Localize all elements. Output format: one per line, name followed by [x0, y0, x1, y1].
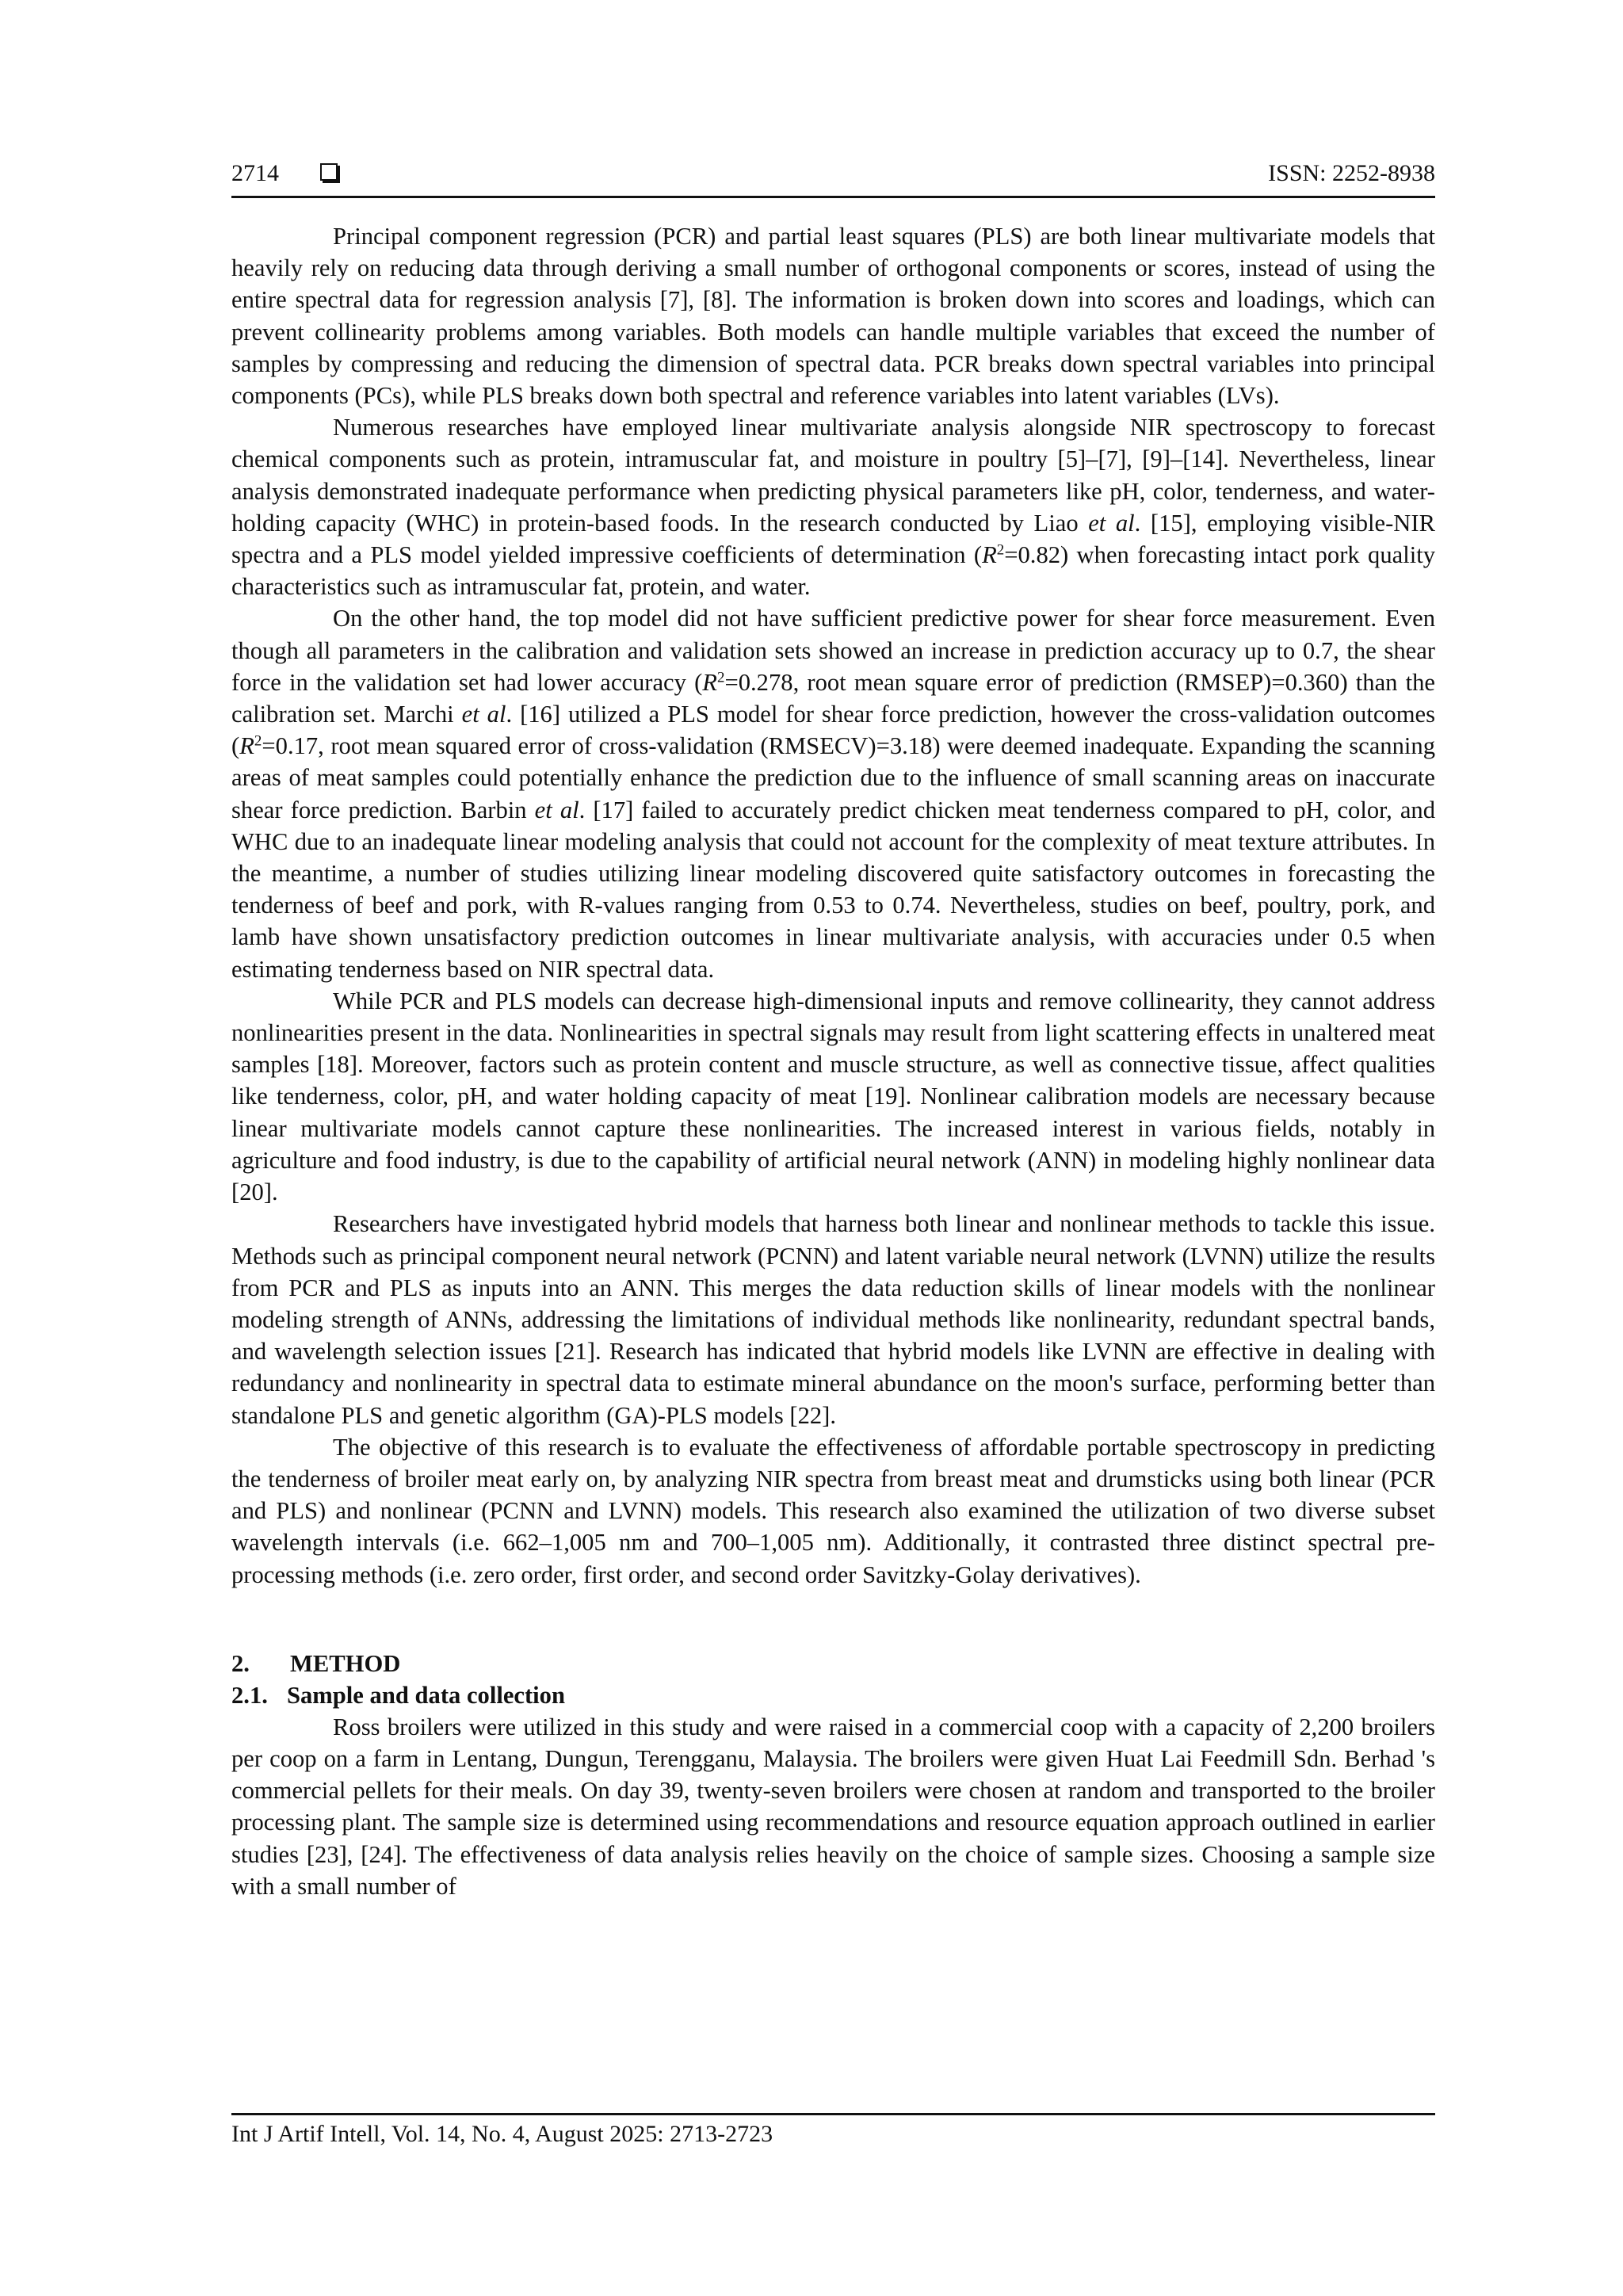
section-number: 2. — [231, 1649, 250, 1677]
paragraph-text: =0.82) when forecasting intact pork quality characteristics such as intramuscular fat, protein, and water. — [231, 541, 1435, 601]
page-header — [231, 155, 1435, 192]
paragraph-nonlinearity — [231, 985, 1435, 1208]
et-al-italic: et al — [534, 796, 579, 823]
et-al-italic: et al — [461, 701, 506, 728]
subsection-heading — [231, 1679, 1435, 1711]
paragraph-text: Ross broilers were utilized in this study and were raised in a commercial coop with a capacity of 2,200 broilers per coop on a farm in Lentang, Dungun, Terengganu, Malaysia. The broilers were given Huat Lai Feedmill Sdn. Berhad 's commercial pellets for their meals. On day 39, twenty-seven broilers were chosen at random and transported to the broiler processing plant. The sample size is determined using recommendations and resource equation approach outlined in earlier studies [23], [24]. The effectiveness of data analysis relies heavily on the choice of sample sizes. Choosing a sample size with a small number of — [231, 1713, 1435, 1900]
header-rule — [231, 196, 1435, 198]
r-squared-exponent: 2 — [717, 669, 725, 686]
article-body — [231, 220, 1435, 1902]
paragraph-text: . [16] utilized a PLS model for shear force prediction, however the cross-validation outcomes ( — [231, 701, 1435, 760]
paragraph-text: The objective of this research is to evaluate the effectiveness of affordable portable spectroscopy in predicting the tenderness of broiler meat early on, by analyzing NIR spectra from breast meat and drumsticks using both linear (PCR and PLS) and nonlinear (PCNN and LVNN) models. This research also examined the utilization of two diverse subset wavelength intervals (i.e. 662–1,005 nm and 700–1,005 nm). Additionally, it contrasted three distinct spectral pre-processing methods (i.e. zero order, first order, and second order Savitzky-Golay derivatives). — [231, 1433, 1435, 1588]
r-squared-exponent: 2 — [254, 732, 262, 750]
paragraph-text: On the other hand, the top model did not have sufficient predictive power for shear force measurement. Even though all parameters in the calibration and validation sets showed an increase in prediction accuracy up to 0.7, the shear force in the validation set had lower accuracy ( — [231, 605, 1435, 696]
r-squared-exponent: 2 — [996, 541, 1005, 559]
r-squared-var: R — [982, 541, 997, 569]
paragraph-text: =0.17, root mean squared error of cross-validation (RMSECV)=3.18) were deemed inadequate. Expanding the scanning areas of meat samples could potentially enhance the prediction due to the influence of small scanning areas on inaccurate shear force prediction. Barbin — [231, 732, 1435, 823]
paragraph-text: . [17] failed to accurately predict chicken meat tenderness compared to pH, color, and WHC due to an inadequate linear modeling analysis that could not account for the complexity of meat texture attributes. In the meantime, a number of studies utilizing linear modeling discovered quite satisfactory outcomes in forecasting the tenderness of beef and pork, with R-values ranging from 0.53 to 0.74. Nevertheless, studies on beef, poultry, pork, and lamb have shown unsatisfactory prediction outcomes in linear multivariate analysis, with accuracies under 0.5 when estimating tenderness based on NIR spectral data. — [231, 796, 1436, 983]
issn-label: ISSN: 2252-8938 — [1268, 160, 1435, 186]
section-title: METHOD — [290, 1649, 401, 1677]
subsection-title: Sample and data collection — [287, 1681, 565, 1709]
paragraph-text: Researchers have investigated hybrid models that harness both linear and nonlinear methods to tackle this issue. Methods such as principal component neural network (PCNN) and latent variable neural network (LVNN) utilize the results from PCR and PLS as inputs into an ANN. This merges the data reduction skills of linear models with the nonlinear modeling strength of ANNs, addressing the limitations of individual methods like nonlinearity, redundant spectral bands, and wavelength selection issues [21]. Research has indicated that hybrid models like LVNN are effective in dealing with redundancy and nonlinearity in spectral data to estimate mineral abundance on the moon's surface, performing better than standalone PLS and genetic algorithm (GA)-PLS models [22]. — [231, 1210, 1435, 1429]
paragraph-hybrid-models — [231, 1208, 1435, 1431]
paragraph-pcr-pls — [231, 220, 1435, 411]
paragraph-sample-collection — [231, 1711, 1435, 1902]
r-squared-var: R — [239, 732, 254, 760]
r-squared-var: R — [702, 668, 717, 696]
paragraph-text: Numerous researches have employed linear multivariate analysis alongside NIR spectroscopy to forecast chemical components such as protein, intramuscular fat, and moisture in poultry [5]–[7], [9]–[14]. Nevertheless, linear analysis demonstrated inadequate performance when predicting physical parameters like pH, color, tenderness, and water-holding capacity (WHC) in protein-based foods. In the research conducted by Liao — [231, 414, 1435, 537]
section-heading — [231, 1648, 1435, 1679]
paragraph-text: Principal component regression (PCR) and partial least squares (PLS) are both linear multivariate models that heavily rely on reducing data through deriving a small number of orthogonal components or scores, instead of using the entire spectral data for regression analysis [7], [8]. The information is broken down into scores and loadings, which can prevent collinearity problems among variables. Both models can handle multiple variables that exceed the number of samples by compressing and reducing the dimension of spectral data. PCR breaks down spectral variables into principal components (PCs), while PLS breaks down both spectral and reference variables into latent variables (LVs). — [231, 223, 1435, 410]
paragraph-text: . [15], employing visible-NIR spectra and a PLS model yielded impressive coefficients of determination ( — [231, 509, 1435, 569]
checkbox-square-icon — [320, 163, 338, 181]
et-al-italic: et al — [1088, 509, 1135, 537]
paragraph-nir-research — [231, 411, 1435, 602]
paragraph-text: While PCR and PLS models can decrease high-dimensional inputs and remove collinearity, they cannot address nonlinearities present in the data. Nonlinearities in spectral signals may result from light scattering effects in unaltered meat samples [18]. Moreover, factors such as protein content and muscle structure, as well as connective tissue, affect qualities like tenderness, color, pH, and water holding capacity of meat [19]. Nonlinear calibration models are necessary because linear multivariate models cannot capture these nonlinearities. The increased interest in various fields, notably in agriculture and food industry, is due to the capability of artificial neural network (ANN) in modeling highly nonlinear data [20]. — [231, 987, 1435, 1206]
paragraph-objective — [231, 1431, 1435, 1591]
paragraph-shear-force — [231, 602, 1435, 984]
paragraph-text: =0.278, root mean square error of prediction (RMSEP)=0.360) than the calibration set. Marchi — [231, 668, 1435, 728]
subsection-number: 2.1. — [231, 1681, 268, 1709]
page-number: 2714 — [231, 160, 279, 186]
journal-citation: Int J Artif Intell, Vol. 14, No. 4, August 2025: 2713-2723 — [231, 2121, 773, 2147]
footer-rule — [231, 2113, 1435, 2115]
